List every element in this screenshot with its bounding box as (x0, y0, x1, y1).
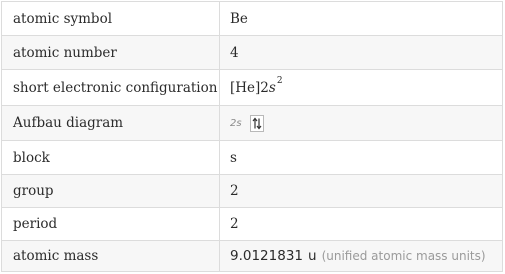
table-row (2, 141, 502, 175)
mass-unit-description: (unified atomic mass units) (321, 249, 486, 263)
row-label: atomic number (2, 36, 220, 69)
table-row (2, 106, 502, 141)
table-row (2, 208, 502, 241)
config-superscript: 2 (276, 75, 283, 86)
orbital-label: 2s (230, 117, 242, 129)
atomic-mass-value (220, 241, 502, 271)
paired-electrons-icon (250, 115, 264, 132)
mass-number: 9.0121831 (230, 248, 304, 264)
row-label: atomic mass (2, 241, 220, 271)
row-label: Aufbau diagram (2, 106, 220, 140)
row-label: group (2, 175, 220, 207)
electron-configuration (220, 70, 502, 105)
row-value: 2 (230, 183, 239, 199)
row-label: period (2, 208, 220, 240)
row-label: short electronic configuration (2, 70, 220, 105)
row-value: 2 (230, 216, 239, 232)
mass-unit: u (308, 248, 317, 264)
row-label: block (2, 141, 220, 174)
table-row (2, 2, 502, 36)
properties-table (1, 1, 503, 272)
aufbau-diagram (220, 106, 502, 140)
table-row (2, 241, 502, 271)
config-orbital: s (268, 79, 276, 96)
config-prefix: [He]2 (230, 79, 269, 96)
table-row (2, 70, 502, 106)
row-value: Be (230, 10, 248, 27)
table-row (2, 175, 502, 208)
table-row (2, 36, 502, 70)
row-label: atomic symbol (2, 2, 220, 35)
row-value: 4 (230, 44, 239, 61)
row-value: s (230, 149, 237, 166)
